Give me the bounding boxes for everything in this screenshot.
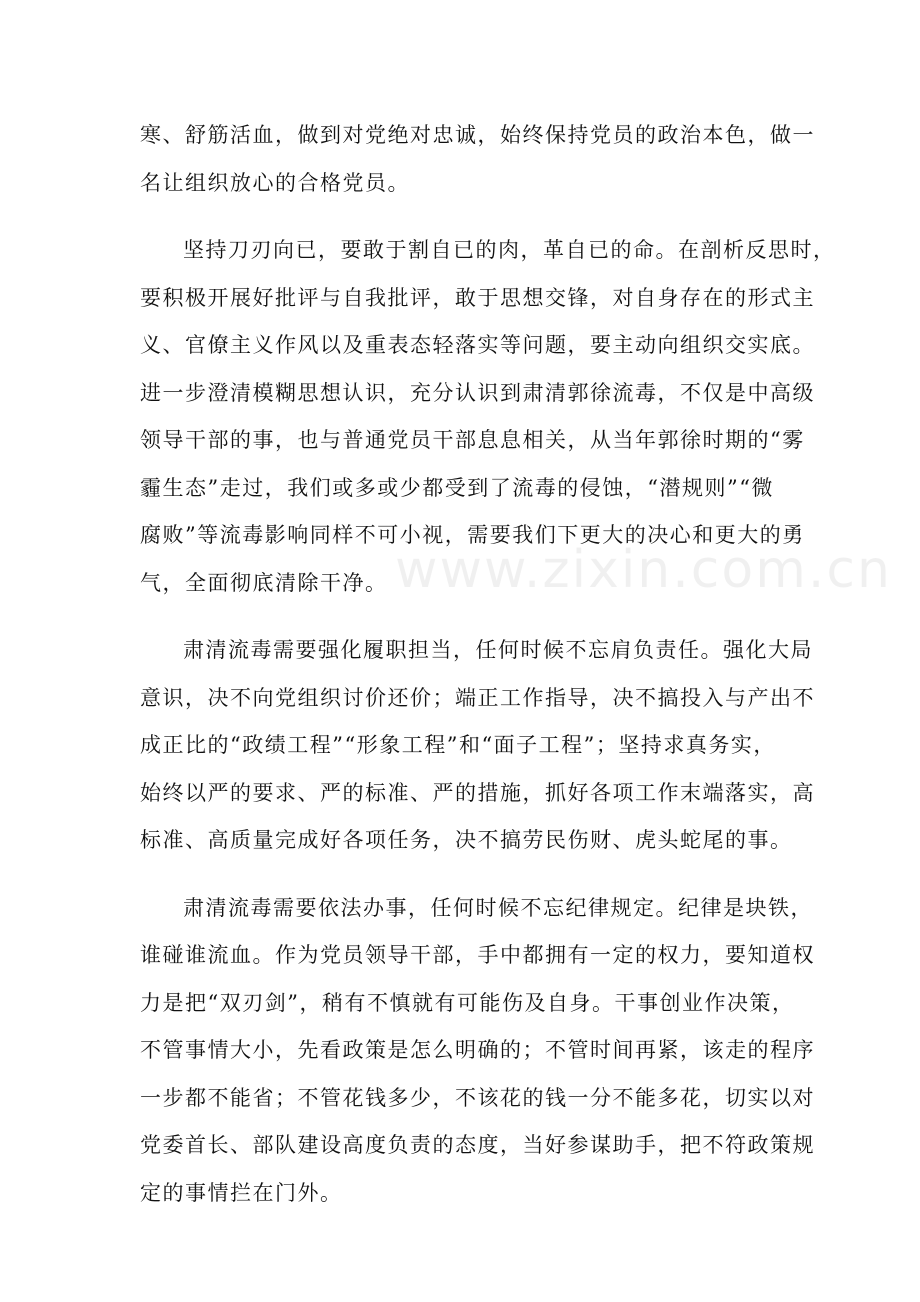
- text-line: 肃清流毒需要依法办事，任何时候不忘纪律规定。纪律是块铁，: [183, 895, 813, 920]
- paragraph-responsibility: [140, 627, 815, 865]
- text-line: 要积极开展好批评与自我批评，敢于思想交锋，对自身存在的形式主: [140, 285, 815, 310]
- text-line: 坚持刀刃向已，要敢于割自已的肉，革自已的命。在剖析反思时，: [183, 238, 836, 262]
- text-line: 始终以严的要求、严的标准、严的措施，抓好各项工作末端落实，高: [140, 780, 815, 805]
- text-line: 气，全面彻底清除干净。: [140, 570, 388, 595]
- paragraph-self-criticism: [140, 227, 836, 607]
- paragraph-discipline: [140, 885, 815, 1218]
- text-line: 标准、高质量完成好各项任务，决不搞劳民伤财、虎头蛇尾的事。: [140, 828, 793, 852]
- watermark: www.zixin.com.cn: [395, 540, 892, 600]
- text-line: 一步都不能省；不管花钱多少，不该花的钱一分不能多花，切实以对: [140, 1085, 815, 1110]
- text-line: 力是把“双刃剑”，稍有不慎就有可能伤及自身。干事创业作决策，: [140, 990, 795, 1015]
- text-line: 肃清流毒需要强化履职担当，任何时候不忘肩负责任。强化大局: [183, 638, 813, 662]
- text-line: 谁碰谁流血。作为党员领导干部，手中都拥有一定的权力，要知道权: [140, 943, 815, 967]
- text-line: 领导干部的事，也与普通党员干部息息相关，从当年郭徐时期的“雾: [140, 428, 805, 452]
- text-line: 寒、舒筋活血，做到对党绝对忠诚，始终保持党员的政治本色，做一: [140, 123, 815, 147]
- paragraph-continuation: [140, 112, 815, 207]
- text-line: 定的事情拦在门外。: [140, 1180, 343, 1205]
- document-body: [140, 112, 836, 1217]
- text-line: 名让组织放心的合格党员。: [140, 170, 410, 195]
- text-line: 霾生态”走过，我们或多或少都受到了流毒的侵蚀，“潜规则”“微: [140, 475, 774, 500]
- text-line: 不管事情大小，先看政策是怎么明确的；不管时间再紧，该走的程序: [140, 1038, 815, 1062]
- text-line: 义、官僚主义作风以及重表态轻落实等问题，要主动向组织交实底。: [140, 333, 815, 357]
- text-line: 进一步澄清模糊思想认识，充分认识到肃清郭徐流毒，不仅是中高级: [140, 380, 815, 405]
- text-line: 腐败”等流毒影响同样不可小视，需要我们下更大的决心和更大的勇: [140, 523, 805, 547]
- text-line: 党委首长、部队建设高度负责的态度，当好参谋助手，把不符政策规: [140, 1133, 815, 1157]
- text-line: 成正比的“政绩工程”“形象工程”和“面子工程”；坚持求真务实，: [140, 733, 776, 757]
- text-line: 意识，决不向党组织讨价还价；端正工作指导，决不搞投入与产出不: [140, 685, 815, 710]
